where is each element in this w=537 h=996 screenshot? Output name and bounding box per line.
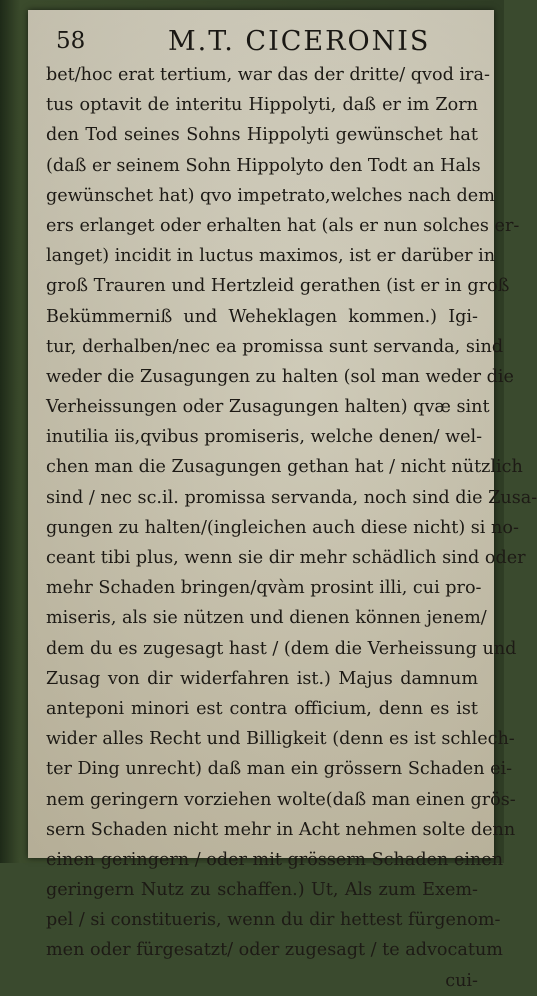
text-line: (daß er seinem Sohn Hippolyto den Todt an Hals [46, 155, 481, 176]
text-line: miseris, als sie nützen und dienen können jenem/ [46, 608, 487, 629]
catchword: cui- [445, 970, 478, 991]
text-line: tur, derhalben/nec ea promissa sunt servanda, sind [46, 336, 504, 357]
text-line: ers erlanget oder erhalten hat (als er nun solches er- [46, 215, 520, 236]
text-line: ter Ding unrecht) daß man ein grössern Schaden ei- [46, 759, 513, 780]
text-line: geringern Nutz zu schaffen.) Ut, Als zum Exem- [46, 880, 478, 901]
running-title: M.T. CICERONIS [168, 26, 431, 57]
text-line: einen geringern / oder mit grössern Schaden einen [46, 849, 504, 870]
page-header [50, 24, 470, 60]
text-line: nem geringern vorziehen wolte(daß man einen grös- [46, 789, 516, 810]
text-line: mehr Schaden bringen/qvàm prosint illi, cui pro- [46, 578, 482, 599]
text-line: pel / si constitueris, wenn du dir hettest fürgenom- [46, 910, 501, 931]
text-line: chen man die Zusagungen gethan hat / nicht nützlich [46, 457, 523, 478]
text-line: men oder fürgesatzt/ oder zugesagt / te advocatum [46, 940, 503, 961]
text-line: sern Schaden nicht mehr in Acht nehmen solte denn [46, 819, 516, 840]
page-number: 58 [56, 28, 86, 54]
text-line: sind / nec sc.il. promissa servanda, noch sind die Zusa- [46, 487, 537, 508]
text-line: ceant tibi plus, wenn sie dir mehr schädlich sind oder [46, 548, 526, 568]
text-line: inutilia iis,qvibus promiseris, welche denen/ wel- [46, 427, 483, 448]
text-line: Verheissungen oder Zusagungen halten) qvæ sint [46, 397, 490, 418]
page-body-text [46, 60, 537, 996]
text-line: den Tod seines Sohns Hippolyti gewünschet hat [46, 125, 478, 146]
book-page [28, 10, 537, 991]
text-line: Bekümmerniß und Weheklagen kommen.) Igi- [46, 306, 478, 327]
text-line: weder die Zusagungen zu halten (sol man weder die [46, 366, 514, 387]
text-line: dem du es zugesagt hast / (dem die Verheissung und [46, 638, 517, 659]
text-line: gewünschet hat) qvo impetrato,welches nach dem [46, 185, 495, 206]
text-line: tus optavit de interitu Hippolyti, daß er im Zorn [46, 95, 478, 116]
text-line: anteponi minori est contra officium, denn es ist [46, 698, 478, 719]
text-line: wider alles Recht und Billigkeit (denn es ist schlech- [46, 729, 515, 750]
text-line: langet) incidit in luctus maximos, ist er darüber in [46, 246, 496, 267]
text-line: gungen zu halten/(ingleichen auch diese nicht) si no- [46, 517, 519, 538]
text-line: Zusag von dir widerfahren ist.) Majus damnum [46, 668, 478, 689]
text-line: bet/hoc erat tertium, war das der dritte/ qvod ira- [46, 65, 490, 85]
text-line: groß Trauren und Hertzleid gerathen (ist er in groß [46, 276, 510, 297]
